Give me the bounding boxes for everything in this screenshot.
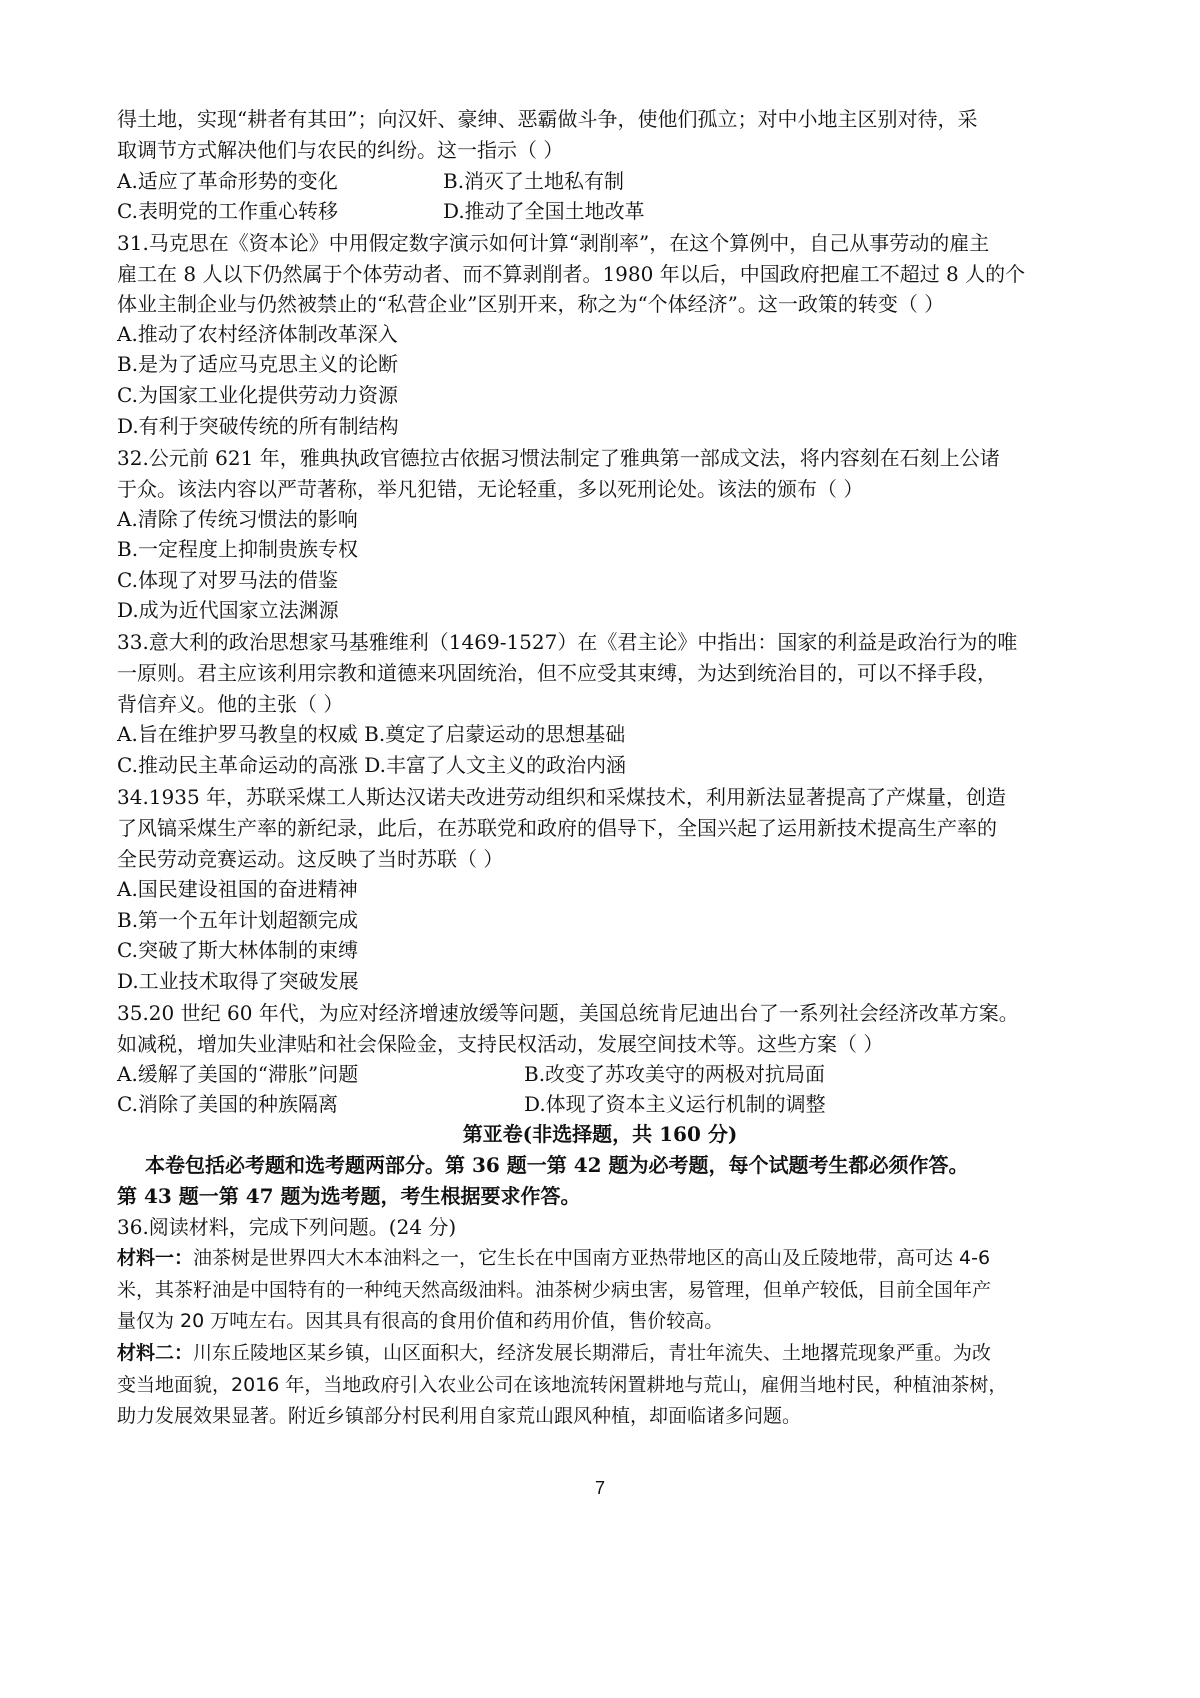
q31-option-b: B.是为了适应马克思主义的论断 (117, 352, 399, 376)
material-1-label: 材料一： (117, 1247, 194, 1269)
q33-stem-line: 背信弃义。他的主张（ ） (117, 692, 344, 716)
q31-option-a: A.推动了农村经济体制改革深入 (117, 322, 398, 346)
q35-option-b: B.改变了苏攻美守的两极对抗局面 (524, 1062, 826, 1086)
q31-option-c: C.为国家工业化提供劳动力资源 (117, 383, 398, 407)
material-1-text: 油茶树是世界四大木本油料之一，它生长在中国南方亚热带地区的高山及丘陵地带，高可达 4-6 (193, 1247, 991, 1269)
page-number: 7 (594, 1478, 605, 1498)
q32-option-a: A.清除了传统习惯法的影响 (117, 507, 358, 531)
q32-option-d: D.成为近代国家立法渊源 (117, 598, 339, 622)
material-2-line (117, 1344, 991, 1363)
q31-stem-line: 31.马克思在《资本论》中用假定数字演示如何计算“剥削率”，在这个算例中，自己从事劳动的雇主 (117, 231, 990, 255)
material-2-line: 变当地面貌，2016 年，当地政府引入农业公司在该地流转闲置耕地与荒山，雇佣当地村民，种植油茶树， (117, 1374, 1008, 1396)
q30-text-line: 得土地，实现“耕者有其田”；向汉奸、豪绅、恶霸做斗争，使他们孤立；对中小地主区别对待，采 (117, 107, 978, 131)
material-2-label: 材料二： (117, 1342, 194, 1364)
q34-option-a: A.国民建设祖国的奋进精神 (117, 877, 358, 901)
q34-stem-line: 34.1935 年，苏联采煤工人斯达汉诺夫改进劳动组织和采煤技术，利用新法显著提高了产煤量，创造 (117, 785, 1007, 809)
q33-options-ab: A.旨在维护罗马教皇的权威 B.奠定了启蒙运动的思想基础 (117, 722, 626, 746)
q31-stem-line: 雇工在 8 人以下仍然属于个体劳动者、而不算剥削者。1980 年以后，中国政府把雇工不超过 8 人的个 (117, 262, 1026, 286)
q31-stem-line: 体业主制企业与仍然被禁止的“私营企业”区别开来，称之为“个体经济”。这一政策的转变（ ） (117, 292, 945, 316)
q34-option-c: C.突破了斯大林体制的束缚 (117, 938, 358, 962)
q33-options-cd: C.推动民主革命运动的高涨 D.丰富了人文主义的政治内涵 (117, 753, 626, 777)
q30-option-b: B.消灭了土地私有制 (443, 169, 625, 193)
q33-stem-line: 33.意大利的政治思想家马基雅维利（1469-1527）在《君主论》中指出：国家的利益是政治行为的唯 (117, 630, 1018, 654)
q35-option-c: C.消除了美国的种族隔离 (117, 1092, 338, 1116)
q35-option-d: D.体现了资本主义运行机制的调整 (524, 1092, 826, 1116)
q34-option-d: D.工业技术取得了突破发展 (117, 969, 359, 993)
material-1-line (117, 1249, 990, 1268)
q34-option-b: B.第一个五年计划超额完成 (117, 908, 359, 932)
q30-option-c: C.表明党的工作重心转移 (117, 199, 338, 223)
q33-stem-line: 一原则。君主应该利用宗教和道德来巩固统治，但不应受其束缚，为达到统治目的，可以不择手段， (117, 661, 997, 685)
q30-text-line: 取调节方式解决他们与农民的纠纷。这一指示（ ） (117, 138, 564, 162)
part2-instructions: 本卷包括必考题和选考题两部分。第 36 题一第 42 题为必考题，每个试题考生都必须作答。 (145, 1153, 969, 1177)
part2-title: 第亚卷(非选择题，共 160 分) (462, 1122, 738, 1146)
q34-stem-line: 了风镐采煤生产率的新纪录，此后，在苏联党和政府的倡导下，全国兴起了运用新技术提高生产率的 (117, 816, 997, 840)
q35-stem-line: 35.20 世纪 60 年代，为应对经济增速放缓等问题，美国总统肯尼迪出台了一系列社会经济改革方案。 (117, 1001, 1019, 1025)
q32-option-b: B.一定程度上抑制贵族专权 (117, 537, 359, 561)
material-1-line: 米，其茶籽油是中国特有的一种纯天然高级油料。油茶树少病虫害，易管理，但单产较低，目前全国年产 (117, 1279, 992, 1301)
q34-stem-line: 全民劳动竞赛运动。这反映了当时苏联（ ） (117, 847, 504, 871)
q30-option-a: A.适应了革命形势的变化 (117, 169, 338, 193)
q36-stem: 36.阅读材料，完成下列问题。(24 分) (117, 1215, 457, 1239)
material-2-line: 助力发展效果显著。附近乡镇部分村民利用自家荒山跟风种植，却面临诸多问题。 (117, 1405, 802, 1427)
q30-option-d: D.推动了全国土地改革 (443, 199, 645, 223)
q32-option-c: C.体现了对罗马法的借鉴 (117, 568, 338, 592)
q32-stem-line: 于众。该法内容以严苛著称，举凡犯错，无论轻重，多以死刑论处。该法的颁布（ ） (117, 477, 864, 501)
part2-instructions: 第 43 题一第 47 题为选考题，考生根据要求作答。 (117, 1184, 581, 1208)
q35-stem-line: 如减税，增加失业津贴和社会保险金，支持民权活动，发展空间技术等。这些方案（ ） (117, 1032, 884, 1056)
q31-option-d: D.有利于突破传统的所有制结构 (117, 414, 399, 438)
q35-option-a: A.缓解了美国的“滞胀”问题 (117, 1062, 359, 1086)
q32-stem-line: 32.公元前 621 年，雅典执政官德拉古依据习惯法制定了雅典第一部成文法，将内容刻在石刻上公诸 (117, 446, 1000, 470)
material-1-line: 量仅为 20 万吨左右。因其具有很高的食用价值和药用价值，售价较高。 (117, 1310, 724, 1332)
material-2-text: 川东丘陵地区某乡镇，山区面积大，经济发展长期滞后，青壮年流失、土地撂荒现象严重。为改 (193, 1342, 992, 1364)
